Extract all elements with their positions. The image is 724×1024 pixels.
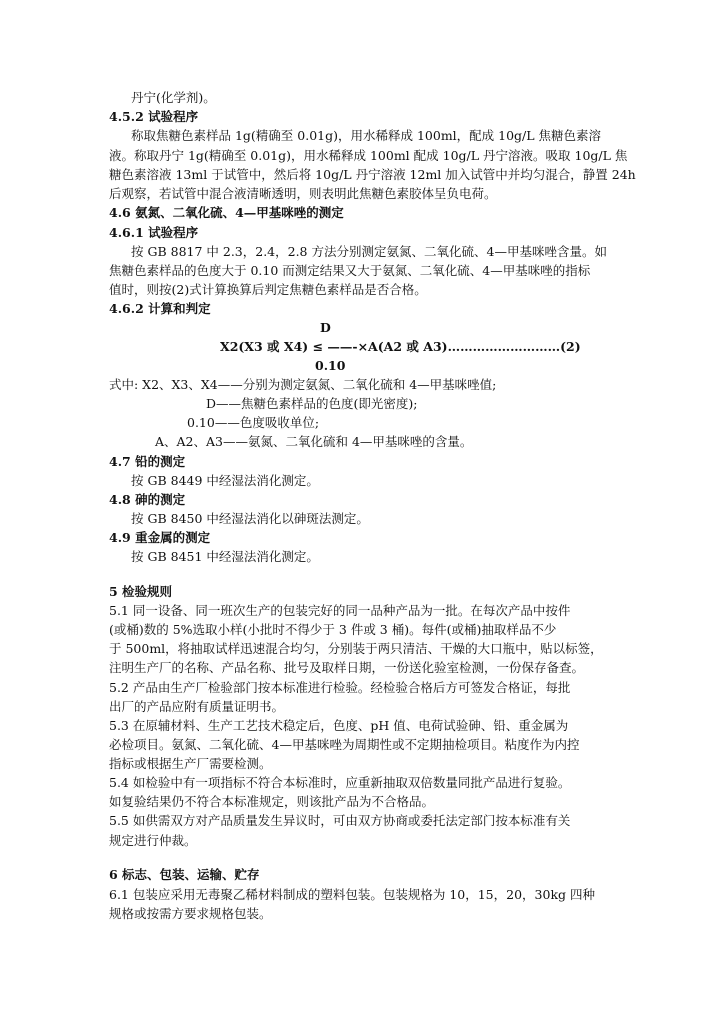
text-line: 5.4 如检验中有一项指标不符合本标准时，应重新抽取双倍数量同批产品进行复验。 xyxy=(109,775,571,790)
section-heading: 6 标志、包装、运输、贮存 xyxy=(109,867,260,882)
formula-numerator: D xyxy=(320,320,331,335)
text-line: 焦糖色素样品的色度大于 0.10 而测定结果又大于氨氮、二氧化硫、4—甲基咪唑的指标 xyxy=(109,263,591,278)
text-line: (或桶)数的 5%选取小样(小批时不得少于 3 件或 3 桶)。每件(或桶)抽取样品不少 xyxy=(109,622,557,637)
formula-line: X2(X3 或 X4) ≤ ——-×A(A2 或 A3)………………………(2) xyxy=(220,339,581,354)
text-line: 出厂的产品应附有质量证明书。 xyxy=(109,699,285,714)
section-heading: 4.9 重金属的测定 xyxy=(109,530,211,545)
text-line: 规定进行仲裁。 xyxy=(109,833,197,848)
section-heading: 5 检验规则 xyxy=(109,584,173,599)
text-line: 称取焦糖色素样品 1g(精确至 0.01g)，用水稀释成 100ml，配成 10g/L 焦糖色素溶 xyxy=(131,128,602,143)
text-line: 指标或根据生产厂需要检测。 xyxy=(109,756,272,771)
text-line: 注明生产厂的名称、产品名称、批号及取样日期，一份送化验室检测，一份保存备查。 xyxy=(109,660,585,675)
text-line: 6.1 包装应采用无毒聚乙稀材料制成的塑料包装。包装规格为 10，15，20，30kg 四种 xyxy=(109,887,595,902)
text-line: 5.5 如供需双方对产品质量发生异议时，可由双方协商或委托法定部门按本标准有关 xyxy=(109,813,571,828)
text-line: 后观察，若试管中混合液清晰透明，则表明此焦糖色素胶体呈负电荷。 xyxy=(109,186,497,201)
text-line: 按 GB 8451 中经湿法消化测定。 xyxy=(131,549,319,564)
text-line: 5.3 在原辅材料、生产工艺技术稳定后，色度、pH 值、电荷试验砷、铅、重金属为 xyxy=(109,718,569,733)
text-line: 5.1 同一设备、同一班次生产的包装完好的同一品种产品为一批。在每次产品中按件 xyxy=(109,603,571,618)
text-line: 按 GB 8450 中经湿法消化以砷斑法测定。 xyxy=(131,511,369,526)
text-line: 于 500ml，将抽取试样迅速混合均匀，分别装于两只清洁、干燥的大口瓶中，贴以标签， xyxy=(109,641,603,656)
text-line: 丹宁(化学剂)。 xyxy=(131,90,216,105)
text-line: 按 GB 8449 中经湿法消化测定。 xyxy=(131,473,319,488)
formula-denominator: 0.10 xyxy=(315,358,346,373)
section-heading: 4.6.1 试验程序 xyxy=(109,225,199,240)
text-line: 值时，则按(2)式计算换算后判定焦糖色素样品是否合格。 xyxy=(109,282,427,297)
text-line: 按 GB 8817 中 2.3，2.4，2.8 方法分别测定氨氮、二氧化硫、4—甲基咪唑含量。如 xyxy=(131,244,607,259)
text-line: 必检项目。氨氮、二氧化硫、4—甲基咪唑为周期性或不定期抽检项目。粘度作为内控 xyxy=(109,737,580,752)
text-line: A、A2、A3——氨氮、二氧化硫和 4—甲基咪唑的含量。 xyxy=(155,434,473,449)
text-line: 规格或按需方要求规格包装。 xyxy=(109,906,272,921)
text-line: 式中: X2、X3、X4——分别为测定氨氮、二氧化硫和 4—甲基咪唑值; xyxy=(109,377,497,392)
text-line: 如复验结果仍不符合本标准规定，则该批产品为不合格品。 xyxy=(109,794,435,809)
section-heading: 4.8 砷的测定 xyxy=(109,492,186,507)
text-line: D——焦糖色素样品的色度(即光密度); xyxy=(206,396,418,411)
section-heading: 4.6.2 计算和判定 xyxy=(109,301,211,316)
text-line: 0.10——色度吸收单位; xyxy=(187,415,320,430)
section-heading: 4.6 氨氮、二氧化硫、4—甲基咪唑的测定 xyxy=(109,205,344,220)
text-line: 5.2 产品由生产厂检验部门按本标准进行检验。经检验合格后方可签发合格证，每批 xyxy=(109,680,571,695)
text-line: 糖色素溶液 13ml 于试管中，然后将 10g/L 丹宁溶液 12ml 加入试管中并均匀混合，静置 24h xyxy=(109,167,636,182)
section-heading: 4.5.2 试验程序 xyxy=(109,109,199,124)
section-heading: 4.7 铅的测定 xyxy=(109,454,186,469)
text-line: 液。称取丹宁 1g(精确至 0.01g)，用水稀释成 100ml 配成 10g/L 丹宁溶液。吸取 10g/L 焦 xyxy=(109,148,628,163)
